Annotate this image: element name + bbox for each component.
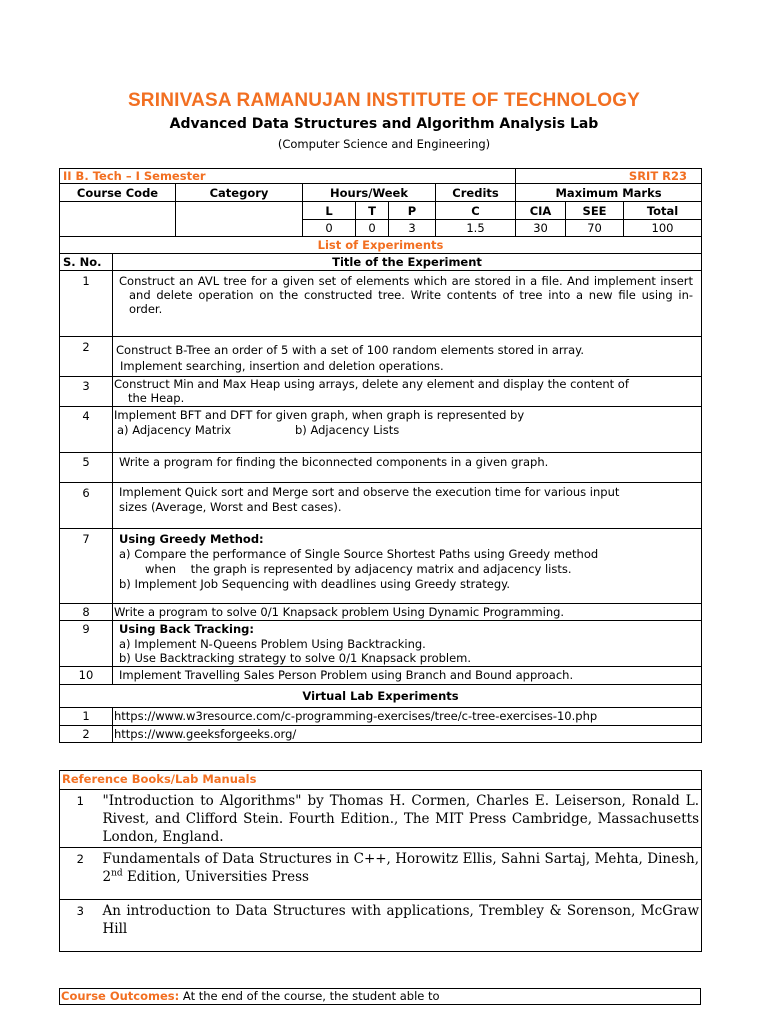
course-outcomes-label: Course Outcomes:	[61, 989, 180, 1003]
virtual-lab-link[interactable]: https://www.w3resource.com/c-programming-exercises/tree/c-tree-exercises-10.php	[113, 707, 702, 725]
reference-text: An introduction to Data Structures with applications, Trembley & Sorenson, McGraw Hill	[101, 900, 702, 952]
reference-number: 1	[60, 790, 101, 848]
experiment-item-b: b) Implement Job Sequencing with deadlines using Greedy strategy.	[119, 577, 510, 591]
category-value	[176, 202, 303, 237]
experiment-text: Construct an AVL tree for a given set of elements which are stored in a file. And implement insert and delete operation on the constructed tree. Write contents of tree into a new file using in-order.	[119, 274, 694, 316]
c-header: C	[436, 202, 516, 220]
experiment-number: 4	[60, 407, 113, 453]
experiment-heading: Using Back Tracking:	[119, 622, 254, 636]
table-row	[60, 483, 702, 529]
course-outcomes	[59, 988, 701, 1005]
c-value: 1.5	[436, 220, 516, 237]
l-value: 0	[303, 220, 356, 237]
credits-header: Credits	[436, 184, 516, 202]
category-header: Category	[176, 184, 303, 202]
experiment-number: 5	[60, 453, 113, 483]
p-value: 3	[389, 220, 436, 237]
experiment-text-cont: Implement searching, insertion and deletion operations.	[120, 359, 444, 373]
reference-number: 3	[60, 900, 101, 952]
table-row	[60, 529, 702, 604]
max-marks-header: Maximum Marks	[516, 184, 702, 202]
course-table	[59, 168, 702, 743]
table-row	[60, 377, 702, 407]
virtual-lab-number: 2	[60, 725, 113, 742]
reference-text: "Introduction to Algorithms" by Thomas H. Cormen, Charles E. Leiserson, Ronald L. Rivest, and Clifford Stein. Fourth Edition., The MIT Press Cambridge, Massachusetts London, England.	[101, 790, 702, 848]
experiment-item-a-cont: when the graph is represented by adjacency matrix and adjacency lists.	[145, 562, 572, 576]
see-value: 70	[566, 220, 624, 237]
table-row	[60, 337, 702, 377]
experiment-option-b: b) Adjacency Lists	[295, 423, 400, 437]
experiment-item-a: a) Compare the performance of Single Source Shortest Paths using Greedy method	[119, 547, 599, 561]
total-header: Total	[624, 202, 702, 220]
cia-header: CIA	[516, 202, 566, 220]
experiment-text: Write a program to solve 0/1 Knapsack problem Using Dynamic Programming.	[114, 605, 565, 619]
experiment-item-b: b) Use Backtracking strategy to solve 0/1 Knapsack problem.	[119, 651, 472, 665]
table-row	[60, 271, 702, 337]
experiment-text-cont: the Heap.	[128, 391, 185, 405]
lab-title: Advanced Data Structures and Algorithm Analysis Lab	[169, 116, 599, 132]
table-row	[60, 790, 702, 848]
course-code-header: Course Code	[60, 184, 176, 202]
experiments-section-title: List of Experiments	[60, 237, 702, 254]
experiment-number: 7	[60, 529, 113, 604]
cia-value: 30	[516, 220, 566, 237]
table-row	[60, 848, 702, 900]
experiment-text: Write a program for finding the biconnected components in a given graph.	[119, 455, 549, 469]
course-outcomes-text: At the end of the course, the student able to	[179, 989, 440, 1003]
experiment-text: Implement Quick sort and Merge sort and observe the execution time for various input	[119, 485, 620, 499]
table-row	[60, 707, 702, 725]
sno-header: S. No.	[60, 254, 113, 271]
experiment-number: 9	[60, 621, 113, 667]
reference-table	[59, 770, 702, 952]
experiment-heading: Using Greedy Method:	[119, 532, 264, 546]
experiment-number: 1	[60, 271, 113, 337]
table-row	[60, 604, 702, 621]
total-value: 100	[624, 220, 702, 237]
p-header: P	[389, 202, 436, 220]
experiment-number: 8	[60, 604, 113, 621]
department: (Computer Science and Engineering)	[277, 137, 491, 151]
regulation-label: SRIT R23	[516, 169, 702, 184]
institute-title: SRINIVASA RAMANUJAN INSTITUTE OF TECHNOLOGY	[127, 90, 641, 111]
table-row	[60, 621, 702, 667]
reference-number: 2	[60, 848, 101, 900]
table-row	[60, 666, 702, 684]
hours-week-header: Hours/Week	[303, 184, 436, 202]
experiment-text: Construct B-Tree an order of 5 with a set of 100 random elements stored in array.	[116, 343, 584, 357]
experiment-item-a: a) Implement N-Queens Problem Using Backtracking.	[119, 636, 426, 651]
experiment-text: Construct Min and Max Heap using arrays, delete any element and display the content of	[114, 377, 629, 391]
semester-label: II B. Tech – I Semester	[60, 169, 516, 184]
experiment-text: Implement Travelling Sales Person Problem using Branch and Bound approach.	[119, 667, 574, 682]
virtual-lab-number: 1	[60, 707, 113, 725]
experiment-number: 10	[60, 666, 113, 684]
experiment-text: Implement BFT and DFT for given graph, when graph is represented by	[114, 408, 525, 422]
experiment-number: 6	[60, 483, 113, 529]
experiment-number: 2	[60, 337, 113, 377]
experiment-text-cont: sizes (Average, Worst and Best cases).	[119, 500, 342, 514]
virtual-lab-title: Virtual Lab Experiments	[60, 684, 702, 707]
table-row	[60, 900, 702, 952]
table-row	[60, 725, 702, 742]
virtual-lab-link[interactable]: https://www.geeksforgeeks.org/	[113, 725, 702, 742]
table-row	[60, 407, 702, 453]
experiment-option-a: a) Adjacency Matrix	[117, 423, 232, 437]
experiment-number: 3	[60, 377, 113, 407]
table-row	[60, 453, 702, 483]
title-header: Title of the Experiment	[113, 254, 702, 271]
reference-text: Fundamentals of Data Structures in C++, Horowitz Ellis, Sahni Sartaj, Mehta, Dinesh, 2nd Edition, Universities Press	[101, 848, 702, 900]
t-value: 0	[356, 220, 389, 237]
l-header: L	[303, 202, 356, 220]
t-header: T	[356, 202, 389, 220]
course-code-value	[60, 202, 176, 237]
references-title: Reference Books/Lab Manuals	[60, 771, 702, 790]
see-header: SEE	[566, 202, 624, 220]
